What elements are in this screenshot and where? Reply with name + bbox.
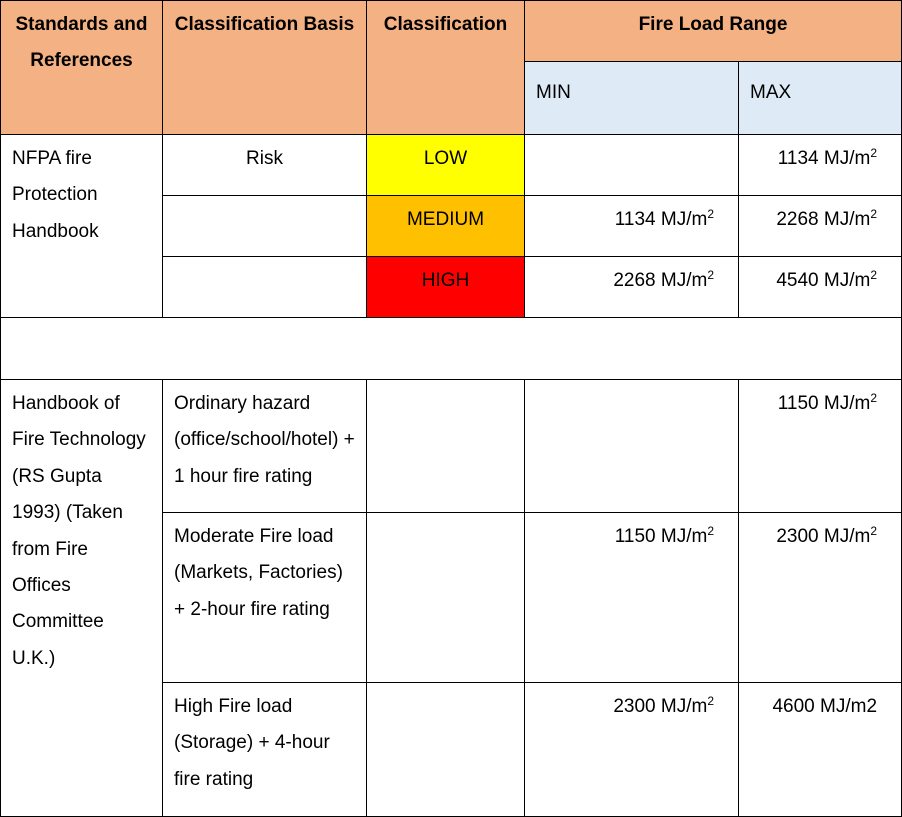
handbook-high-max: 4600 MJ/m2 — [739, 683, 902, 817]
header-classification-basis: Classification Basis — [163, 1, 367, 135]
spacer-row — [1, 318, 902, 380]
handbook-class-empty-3 — [367, 683, 525, 817]
header-min: MIN — [525, 62, 739, 135]
handbook-basis-high: High Fire load (Storage) + 4-hour fire rating — [163, 683, 367, 817]
handbook-ordinary-max: 1150 $MJ/m^2$ — [739, 380, 902, 513]
handbook-moderate-max: 2300 $MJ/m^2$ — [739, 513, 902, 683]
nfpa-low-max: 1134 $MJ/m^2$ — [739, 135, 902, 196]
nfpa-medium-min: 1134 $MJ/m^2$ — [525, 196, 739, 257]
handbook-reference: Handbook of Fire Technology (RS Gupta 1993) (Taken from Fire Offices Committee U.K.) — [1, 380, 163, 817]
handbook-class-empty-2 — [367, 513, 525, 683]
handbook-ordinary-min — [525, 380, 739, 513]
nfpa-class-high: HIGH — [367, 257, 525, 318]
handbook-high-min: 2300 $MJ/m^2$ — [525, 683, 739, 817]
nfpa-basis-empty-medium — [163, 196, 367, 257]
handbook-class-empty-1 — [367, 380, 525, 513]
header-max: MAX — [739, 62, 902, 135]
handbook-moderate-min: 1150 $MJ/m^2$ — [525, 513, 739, 683]
header-classification: Classification — [367, 1, 525, 135]
nfpa-high-min: 2268 $MJ/m^2$ — [525, 257, 739, 318]
nfpa-reference: NFPA fire Protection Handbook — [1, 135, 163, 318]
nfpa-class-medium: MEDIUM — [367, 196, 525, 257]
header-fire-load-range: Fire Load Range — [525, 1, 902, 62]
nfpa-high-max: 4540 $MJ/m^2$ — [739, 257, 902, 318]
handbook-basis-ordinary: Ordinary hazard (office/school/hotel) + 1 hour fire rating — [163, 380, 367, 513]
nfpa-basis-empty-high — [163, 257, 367, 318]
nfpa-medium-max: 2268 $MJ/m^2$ — [739, 196, 902, 257]
handbook-basis-moderate: Moderate Fire load (Markets, Factories) + 2-hour fire rating — [163, 513, 367, 683]
nfpa-class-low: LOW — [367, 135, 525, 196]
header-standards: Standards and References — [1, 1, 163, 135]
nfpa-low-min — [525, 135, 739, 196]
nfpa-basis: Risk — [163, 135, 367, 196]
